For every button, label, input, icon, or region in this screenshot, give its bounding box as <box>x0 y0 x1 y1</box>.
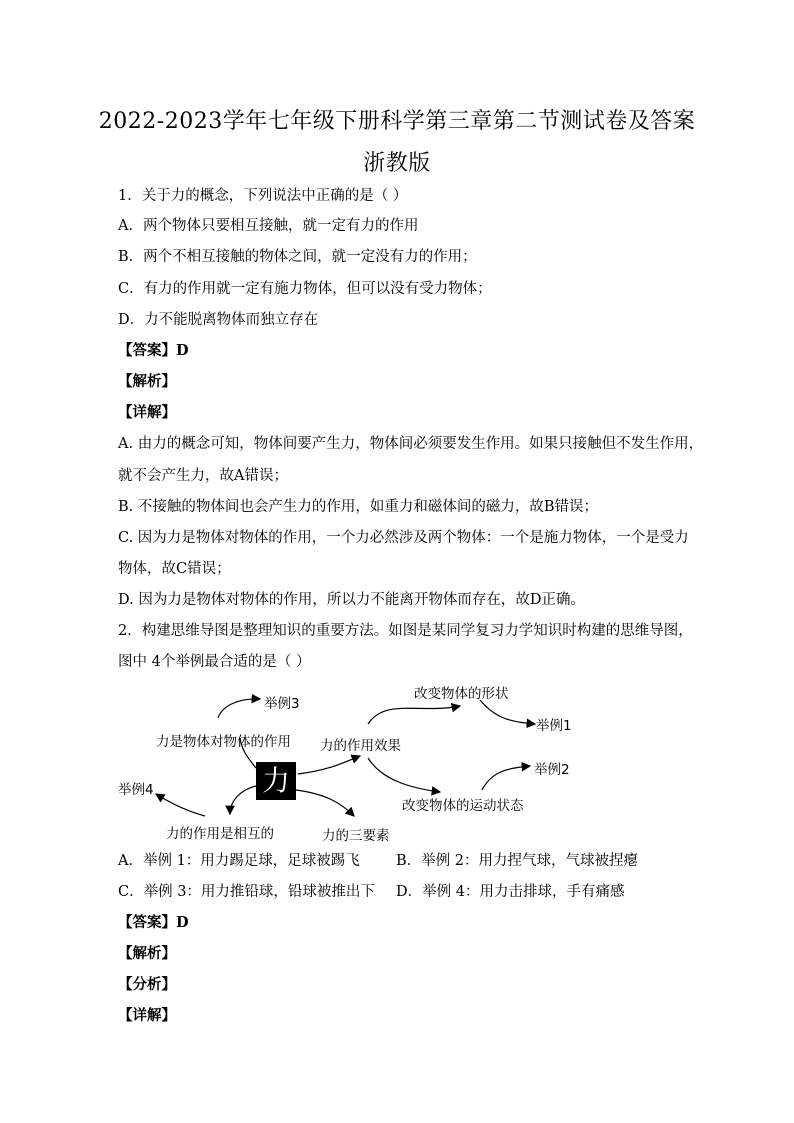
label-example3: 举例3 <box>264 696 300 712</box>
q1-option-a: A．两个物体只要相互接触，就一定有力的作用 <box>118 218 419 234</box>
q2-option-b: B．举例 2：用力捏气球，气球被捏瘪 <box>396 853 638 869</box>
q1-detail-d: D. 因为力是物体对物体的作用，所以力不能离开物体而存在，故D正确。 <box>118 592 585 608</box>
label-three: 力的三要素 <box>322 828 390 844</box>
q1-detail-a-line1: A. 由力的概念可知，物体间要产生力，物体间必须要发生作用。如果只接触但不发生作用， <box>118 436 704 452</box>
q1-detail-c-line1: C. 因为力是物体对物体的作用，一个力必然涉及两个物体：一个是施力物体，一个是受力 <box>118 530 689 546</box>
q1-answer: 【答案】D <box>118 342 189 359</box>
q2-detail-heading: 【详解】 <box>118 1007 176 1024</box>
q2-stem-line2: 图中 4个举例最合适的是（ ） <box>118 654 311 670</box>
arrow-to-mutual <box>230 786 256 814</box>
center-force-box: 力 <box>256 762 296 800</box>
arrow-to-effect <box>298 756 360 774</box>
page-title-line1: 2022-2023学年七年级下册科学第三章第二节测试卷及答案 <box>98 109 696 134</box>
q2-option-c: C．举例 3：用力推铅球，铅球被推出下 <box>118 884 375 900</box>
q1-option-b: B．两个不相互接触的物体之间，就一定没有力的作用； <box>118 249 477 265</box>
label-example2: 举例2 <box>534 762 570 778</box>
q1-detail-a-line2: 就不会产生力，故A错误； <box>118 468 288 484</box>
q1-stem: 1．关于力的概念，下列说法中正确的是（ ） <box>118 188 408 204</box>
label-shape: 改变物体的形状 <box>414 686 509 702</box>
page-title-line2: 浙教版 <box>363 151 431 176</box>
arrow-to-motion <box>368 758 440 792</box>
q1-detail-c-line2: 物体，故C错误； <box>118 561 231 577</box>
label-mutual: 力的作用是相互的 <box>166 826 274 842</box>
label-concept: 力是物体对物体的作用 <box>156 734 291 750</box>
q2-fenxi-heading: 【分析】 <box>118 976 176 993</box>
arrow-to-shape <box>368 706 460 724</box>
arrow-to-example3 <box>218 699 260 718</box>
q2-option-a: A．举例 1：用力踢足球，足球被踢飞 <box>118 853 360 869</box>
q2-analysis-heading: 【解析】 <box>118 945 176 962</box>
label-effect: 力的作用效果 <box>320 738 401 754</box>
q1-detail-heading: 【详解】 <box>118 404 176 421</box>
q1-option-c: C．有力的作用就一定有施力物体，但可以没有受力物体； <box>118 281 492 297</box>
label-example1: 举例1 <box>536 718 572 734</box>
q2-stem-line1: 2．构建思维导图是整理知识的重要方法。如图是某同学复习力学知识时构建的思维导图， <box>118 623 693 639</box>
arrow-to-three <box>296 790 354 816</box>
arrow-to-example4 <box>156 794 205 816</box>
arrow-to-example2 <box>482 766 530 790</box>
q1-detail-b: B. 不接触的物体间也会产生力的作用，如重力和磁体间的磁力，故B错误； <box>118 499 599 515</box>
q2-option-d: D．举例 4：用力击排球，手有痛感 <box>396 884 625 900</box>
q2-answer: 【答案】D <box>118 914 189 931</box>
label-motion: 改变物体的运动状态 <box>402 798 524 814</box>
q1-analysis-heading: 【解析】 <box>118 373 176 390</box>
arrow-to-example1 <box>480 700 535 724</box>
label-example4: 举例4 <box>118 782 154 798</box>
mind-map-diagram <box>110 676 630 846</box>
q1-option-d: D．力不能脱离物体而独立存在 <box>118 312 319 328</box>
